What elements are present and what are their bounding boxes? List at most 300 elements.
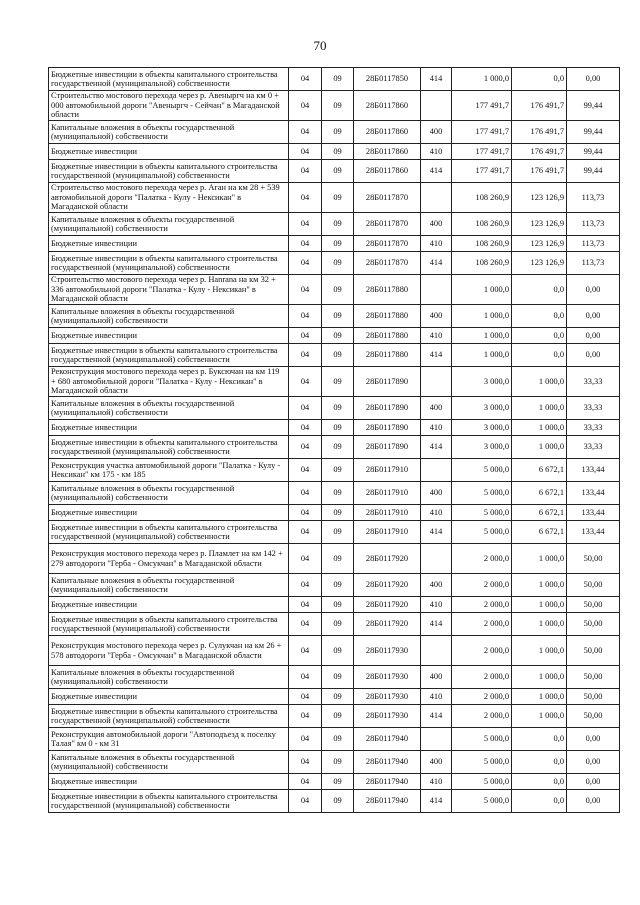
row-target-article: 28Б0117860 [354, 160, 421, 183]
row-expense-type [421, 636, 452, 666]
row-target-article: 28Б0117870 [354, 252, 421, 275]
row-percent: 0,00 [567, 728, 620, 751]
row-expense-type: 400 [421, 574, 452, 597]
row-percent: 113,73 [567, 252, 620, 275]
row-name: Бюджетные инвестиции [49, 774, 289, 790]
row-expense-type: 400 [421, 213, 452, 236]
row-percent: 33,33 [567, 397, 620, 420]
row-executed-amount: 123 126,9 [512, 183, 567, 213]
row-expense-type: 414 [421, 68, 452, 91]
row-planned-amount: 5 000,0 [452, 505, 512, 521]
row-subsection: 09 [322, 574, 354, 597]
row-percent: 0,00 [567, 328, 620, 344]
row-name: Реконструкция мостового перехода через р. Сулукчан на км 26 + 578 автодороги "Герба - Омсукчан" в Магаданской области [49, 636, 289, 666]
row-subsection: 09 [322, 544, 354, 574]
row-planned-amount: 5 000,0 [452, 728, 512, 751]
row-target-article: 28Б0117920 [354, 613, 421, 636]
page-number: 70 [313, 38, 327, 53]
row-name: Строительство мостового перехода через р. Hanrana на км 32 + 336 автомобильной дороги "Палатка - Кулу - Нексикан" в Магаданской области [49, 275, 289, 305]
row-planned-amount: 3 000,0 [452, 436, 512, 459]
row-target-article: 28Б0117930 [354, 705, 421, 728]
row-executed-amount: 0,0 [512, 774, 567, 790]
row-expense-type: 414 [421, 436, 452, 459]
row-percent: 99,44 [567, 160, 620, 183]
row-planned-amount: 3 000,0 [452, 397, 512, 420]
table-row [49, 236, 620, 252]
row-percent: 0,00 [567, 774, 620, 790]
table-row [49, 436, 620, 459]
table-row [49, 482, 620, 505]
budget-table [48, 67, 620, 813]
row-executed-amount: 1 000,0 [512, 613, 567, 636]
table-row [49, 91, 620, 121]
row-executed-amount: 6 672,1 [512, 505, 567, 521]
row-name: Бюджетные инвестиции [49, 144, 289, 160]
row-name: Бюджетные инвестиции в объекты капитального строительства государственной (муниципальной) собственности [49, 160, 289, 183]
row-section: 04 [289, 728, 322, 751]
row-subsection: 09 [322, 183, 354, 213]
row-name: Капитальные вложения в объекты государственной (муниципальной) собственности [49, 751, 289, 774]
row-planned-amount: 1 000,0 [452, 328, 512, 344]
row-percent: 50,00 [567, 544, 620, 574]
row-subsection: 09 [322, 689, 354, 705]
row-subsection: 09 [322, 275, 354, 305]
row-name: Бюджетные инвестиции в объекты капитального строительства государственной (муниципальной) собственности [49, 705, 289, 728]
row-target-article: 28Б0117870 [354, 213, 421, 236]
row-section: 04 [289, 397, 322, 420]
row-subsection: 09 [322, 436, 354, 459]
row-planned-amount: 5 000,0 [452, 459, 512, 482]
row-target-article: 28Б0117890 [354, 436, 421, 459]
row-expense-type: 400 [421, 305, 452, 328]
row-section: 04 [289, 91, 322, 121]
row-section: 04 [289, 505, 322, 521]
row-name: Капитальные вложения в объекты государственной (муниципальной) собственности [49, 482, 289, 505]
table-row [49, 705, 620, 728]
row-percent: 33,33 [567, 420, 620, 436]
row-section: 04 [289, 705, 322, 728]
row-planned-amount: 2 000,0 [452, 597, 512, 613]
row-percent: 0,00 [567, 790, 620, 813]
table-row [49, 68, 620, 91]
row-executed-amount: 176 491,7 [512, 144, 567, 160]
row-target-article: 28Б0117930 [354, 689, 421, 705]
row-planned-amount: 3 000,0 [452, 367, 512, 397]
table-row [49, 344, 620, 367]
row-section: 04 [289, 367, 322, 397]
row-name: Реконструкция автомобильной дороги "Автоподъезд к поселку Талая" км 0 - км 31 [49, 728, 289, 751]
row-target-article: 28Б0117930 [354, 666, 421, 689]
row-executed-amount: 1 000,0 [512, 689, 567, 705]
row-planned-amount: 5 000,0 [452, 751, 512, 774]
row-percent: 113,73 [567, 213, 620, 236]
table-row [49, 790, 620, 813]
row-section: 04 [289, 521, 322, 544]
row-executed-amount: 176 491,7 [512, 121, 567, 144]
row-planned-amount: 2 000,0 [452, 544, 512, 574]
row-target-article: 28Б0117870 [354, 183, 421, 213]
row-expense-type: 410 [421, 328, 452, 344]
row-target-article: 28Б0117940 [354, 751, 421, 774]
row-executed-amount: 1 000,0 [512, 574, 567, 597]
row-target-article: 28Б0117910 [354, 521, 421, 544]
row-subsection: 09 [322, 236, 354, 252]
row-target-article: 28Б0117880 [354, 328, 421, 344]
row-executed-amount: 1 000,0 [512, 636, 567, 666]
row-percent: 33,33 [567, 367, 620, 397]
row-subsection: 09 [322, 68, 354, 91]
row-name: Бюджетные инвестиции [49, 236, 289, 252]
row-percent: 50,00 [567, 666, 620, 689]
row-section: 04 [289, 666, 322, 689]
row-percent: 99,44 [567, 121, 620, 144]
row-target-article: 28Б0117920 [354, 544, 421, 574]
row-planned-amount: 1 000,0 [452, 305, 512, 328]
table-row [49, 613, 620, 636]
row-expense-type: 410 [421, 420, 452, 436]
row-target-article: 28Б0117890 [354, 397, 421, 420]
row-name: Капитальные вложения в объекты государственной (муниципальной) собственности [49, 397, 289, 420]
row-planned-amount: 2 000,0 [452, 705, 512, 728]
row-subsection: 09 [322, 420, 354, 436]
row-subsection: 09 [322, 121, 354, 144]
row-executed-amount: 6 672,1 [512, 482, 567, 505]
row-subsection: 09 [322, 328, 354, 344]
row-percent: 113,73 [567, 183, 620, 213]
table-row [49, 183, 620, 213]
row-planned-amount: 177 491,7 [452, 121, 512, 144]
row-subsection: 09 [322, 160, 354, 183]
row-planned-amount: 2 000,0 [452, 666, 512, 689]
row-subsection: 09 [322, 252, 354, 275]
row-name: Бюджетные инвестиции в объекты капитального строительства государственной (муниципальной) собственности [49, 344, 289, 367]
row-planned-amount: 2 000,0 [452, 613, 512, 636]
row-name: Бюджетные инвестиции [49, 597, 289, 613]
row-expense-type: 414 [421, 521, 452, 544]
row-executed-amount: 0,0 [512, 790, 567, 813]
row-percent: 50,00 [567, 574, 620, 597]
row-section: 04 [289, 213, 322, 236]
table-row [49, 328, 620, 344]
row-expense-type: 410 [421, 597, 452, 613]
row-executed-amount: 1 000,0 [512, 420, 567, 436]
row-expense-type: 400 [421, 666, 452, 689]
row-expense-type: 414 [421, 160, 452, 183]
row-name: Бюджетные инвестиции в объекты капитального строительства государственной (муниципальной) собственности [49, 252, 289, 275]
row-section: 04 [289, 121, 322, 144]
row-subsection: 09 [322, 459, 354, 482]
row-target-article: 28Б0117880 [354, 275, 421, 305]
row-target-article: 28Б0117940 [354, 728, 421, 751]
row-expense-type: 410 [421, 505, 452, 521]
row-expense-type: 400 [421, 121, 452, 144]
row-planned-amount: 2 000,0 [452, 689, 512, 705]
row-percent: 0,00 [567, 344, 620, 367]
row-section: 04 [289, 774, 322, 790]
row-expense-type: 400 [421, 751, 452, 774]
row-planned-amount: 1 000,0 [452, 344, 512, 367]
row-target-article: 28Б0117850 [354, 68, 421, 91]
row-percent: 99,44 [567, 91, 620, 121]
row-target-article: 28Б0117890 [354, 420, 421, 436]
row-percent: 50,00 [567, 613, 620, 636]
table-row [49, 597, 620, 613]
row-section: 04 [289, 328, 322, 344]
row-section: 04 [289, 160, 322, 183]
row-target-article: 28Б0117860 [354, 121, 421, 144]
row-target-article: 28Б0117940 [354, 774, 421, 790]
row-section: 04 [289, 751, 322, 774]
row-expense-type: 410 [421, 689, 452, 705]
row-expense-type: 414 [421, 790, 452, 813]
row-name: Бюджетные инвестиции [49, 420, 289, 436]
row-expense-type: 410 [421, 774, 452, 790]
table-row [49, 252, 620, 275]
row-name: Реконструкция мостового перехода через р. Буксючан на км 119 + 680 автомобильной дороги "Палатка - Кулу - Нексикан" в Магаданской области [49, 367, 289, 397]
row-section: 04 [289, 420, 322, 436]
row-subsection: 09 [322, 482, 354, 505]
table-row [49, 305, 620, 328]
row-name: Капитальные вложения в объекты государственной (муниципальной) собственности [49, 574, 289, 597]
row-planned-amount: 2 000,0 [452, 636, 512, 666]
row-executed-amount: 176 491,7 [512, 91, 567, 121]
row-expense-type: 414 [421, 252, 452, 275]
row-percent: 50,00 [567, 636, 620, 666]
row-executed-amount: 1 000,0 [512, 436, 567, 459]
row-name: Бюджетные инвестиции в объекты капитального строительства государственной (муниципальной) собственности [49, 521, 289, 544]
table-row [49, 275, 620, 305]
row-expense-type [421, 459, 452, 482]
row-percent: 0,00 [567, 305, 620, 328]
row-target-article: 28Б0117880 [354, 344, 421, 367]
row-section: 04 [289, 68, 322, 91]
row-subsection: 09 [322, 144, 354, 160]
row-section: 04 [289, 436, 322, 459]
row-target-article: 28Б0117890 [354, 367, 421, 397]
table-row [49, 636, 620, 666]
row-executed-amount: 0,0 [512, 305, 567, 328]
table-row [49, 728, 620, 751]
row-target-article: 28Б0117920 [354, 597, 421, 613]
row-name: Бюджетные инвестиции в объекты капитального строительства государственной (муниципальной) собственности [49, 68, 289, 91]
row-executed-amount: 6 672,1 [512, 521, 567, 544]
row-section: 04 [289, 597, 322, 613]
row-name: Бюджетные инвестиции [49, 689, 289, 705]
row-expense-type: 414 [421, 344, 452, 367]
row-section: 04 [289, 544, 322, 574]
row-name: Бюджетные инвестиции [49, 328, 289, 344]
table-row [49, 751, 620, 774]
row-percent: 0,00 [567, 751, 620, 774]
row-section: 04 [289, 689, 322, 705]
row-expense-type: 414 [421, 705, 452, 728]
row-planned-amount: 3 000,0 [452, 420, 512, 436]
row-executed-amount: 0,0 [512, 344, 567, 367]
table-row [49, 459, 620, 482]
row-section: 04 [289, 482, 322, 505]
row-name: Капитальные вложения в объекты государственной (муниципальной) собственности [49, 305, 289, 328]
row-target-article: 28Б0117910 [354, 482, 421, 505]
row-executed-amount: 176 491,7 [512, 160, 567, 183]
row-expense-type [421, 275, 452, 305]
row-planned-amount: 108 260,9 [452, 183, 512, 213]
row-percent: 99,44 [567, 144, 620, 160]
row-percent: 50,00 [567, 689, 620, 705]
row-subsection: 09 [322, 613, 354, 636]
row-subsection: 09 [322, 521, 354, 544]
row-name: Реконструкция мостового перехода через р. Пламлет на км 142 + 279 автодороги "Герба - Омсукчан" в Магаданской области [49, 544, 289, 574]
row-subsection: 09 [322, 666, 354, 689]
row-percent: 50,00 [567, 705, 620, 728]
row-target-article: 28Б0117910 [354, 459, 421, 482]
table-row [49, 505, 620, 521]
row-executed-amount: 1 000,0 [512, 544, 567, 574]
row-executed-amount: 1 000,0 [512, 367, 567, 397]
row-subsection: 09 [322, 213, 354, 236]
row-expense-type [421, 183, 452, 213]
table-row [49, 121, 620, 144]
row-expense-type: 400 [421, 397, 452, 420]
row-expense-type [421, 91, 452, 121]
row-subsection: 09 [322, 397, 354, 420]
row-executed-amount: 0,0 [512, 728, 567, 751]
row-planned-amount: 108 260,9 [452, 236, 512, 252]
row-subsection: 09 [322, 505, 354, 521]
row-planned-amount: 5 000,0 [452, 774, 512, 790]
row-planned-amount: 177 491,7 [452, 91, 512, 121]
row-section: 04 [289, 252, 322, 275]
row-section: 04 [289, 144, 322, 160]
row-executed-amount: 123 126,9 [512, 252, 567, 275]
row-percent: 0,00 [567, 275, 620, 305]
row-section: 04 [289, 636, 322, 666]
table-row [49, 574, 620, 597]
row-name: Бюджетные инвестиции в объекты капитального строительства государственной (муниципальной) собственности [49, 613, 289, 636]
row-subsection: 09 [322, 305, 354, 328]
table-row [49, 689, 620, 705]
row-name: Капитальные вложения в объекты государственной (муниципальной) собственности [49, 213, 289, 236]
row-expense-type [421, 544, 452, 574]
row-target-article: 28Б0117930 [354, 636, 421, 666]
table-row [49, 397, 620, 420]
row-target-article: 28Б0117860 [354, 144, 421, 160]
row-subsection: 09 [322, 636, 354, 666]
row-name: Строительство мостового перехода через р. Авеныргч на км 0 + 000 автомобильной дороги "Авеныргч - Сейчан" в Магаданской области [49, 91, 289, 121]
row-percent: 133,44 [567, 482, 620, 505]
table-row [49, 544, 620, 574]
row-expense-type: 414 [421, 613, 452, 636]
row-percent: 133,44 [567, 521, 620, 544]
row-subsection: 09 [322, 367, 354, 397]
row-target-article: 28Б0117910 [354, 505, 421, 521]
row-planned-amount: 5 000,0 [452, 790, 512, 813]
row-name: Капитальные вложения в объекты государственной (муниципальной) собственности [49, 666, 289, 689]
table-row [49, 160, 620, 183]
row-section: 04 [289, 344, 322, 367]
row-executed-amount: 1 000,0 [512, 666, 567, 689]
row-percent: 33,33 [567, 436, 620, 459]
row-name: Реконструкция участка автомобильной дороги "Палатка - Кулу - Нексикан" км 175 - км 185 [49, 459, 289, 482]
row-executed-amount: 0,0 [512, 751, 567, 774]
row-subsection: 09 [322, 774, 354, 790]
row-planned-amount: 177 491,7 [452, 144, 512, 160]
row-section: 04 [289, 790, 322, 813]
row-target-article: 28Б0117940 [354, 790, 421, 813]
row-planned-amount: 5 000,0 [452, 521, 512, 544]
table-row [49, 213, 620, 236]
table-row [49, 144, 620, 160]
row-executed-amount: 0,0 [512, 328, 567, 344]
row-planned-amount: 108 260,9 [452, 252, 512, 275]
row-name: Бюджетные инвестиции [49, 505, 289, 521]
row-executed-amount: 0,0 [512, 275, 567, 305]
row-expense-type: 410 [421, 144, 452, 160]
row-section: 04 [289, 305, 322, 328]
table-row [49, 367, 620, 397]
row-percent: 113,73 [567, 236, 620, 252]
row-section: 04 [289, 183, 322, 213]
row-expense-type [421, 367, 452, 397]
row-planned-amount: 177 491,7 [452, 160, 512, 183]
row-target-article: 28Б0117880 [354, 305, 421, 328]
row-expense-type: 400 [421, 482, 452, 505]
row-percent: 50,00 [567, 597, 620, 613]
row-executed-amount: 6 672,1 [512, 459, 567, 482]
row-section: 04 [289, 275, 322, 305]
row-subsection: 09 [322, 728, 354, 751]
row-percent: 0,00 [567, 68, 620, 91]
row-subsection: 09 [322, 705, 354, 728]
row-target-article: 28Б0117860 [354, 91, 421, 121]
row-subsection: 09 [322, 790, 354, 813]
row-subsection: 09 [322, 91, 354, 121]
row-percent: 133,44 [567, 505, 620, 521]
row-section: 04 [289, 459, 322, 482]
row-name: Бюджетные инвестиции в объекты капитального строительства государственной (муниципальной) собственности [49, 790, 289, 813]
row-expense-type [421, 728, 452, 751]
table-row [49, 521, 620, 544]
row-planned-amount: 1 000,0 [452, 68, 512, 91]
row-executed-amount: 1 000,0 [512, 705, 567, 728]
row-executed-amount: 0,0 [512, 68, 567, 91]
table-row [49, 774, 620, 790]
table-row [49, 420, 620, 436]
row-section: 04 [289, 613, 322, 636]
row-name: Строительство мостового перехода через р. Аган на км 28 + 539 автомобильной дороги "Палатка - Кулу - Нексикан" в Магаданской области [49, 183, 289, 213]
row-section: 04 [289, 236, 322, 252]
row-planned-amount: 2 000,0 [452, 574, 512, 597]
row-target-article: 28Б0117920 [354, 574, 421, 597]
row-executed-amount: 1 000,0 [512, 597, 567, 613]
row-expense-type: 410 [421, 236, 452, 252]
row-name: Капитальные вложения в объекты государственной (муниципальной) собственности [49, 121, 289, 144]
row-planned-amount: 5 000,0 [452, 482, 512, 505]
row-planned-amount: 108 260,9 [452, 213, 512, 236]
row-executed-amount: 123 126,9 [512, 236, 567, 252]
row-subsection: 09 [322, 751, 354, 774]
row-executed-amount: 123 126,9 [512, 213, 567, 236]
row-target-article: 28Б0117870 [354, 236, 421, 252]
row-percent: 133,44 [567, 459, 620, 482]
row-subsection: 09 [322, 344, 354, 367]
row-planned-amount: 1 000,0 [452, 275, 512, 305]
row-name: Бюджетные инвестиции в объекты капитального строительства государственной (муниципальной) собственности [49, 436, 289, 459]
row-section: 04 [289, 574, 322, 597]
table-row [49, 666, 620, 689]
budget-table-body [49, 68, 620, 813]
row-subsection: 09 [322, 597, 354, 613]
row-executed-amount: 1 000,0 [512, 397, 567, 420]
